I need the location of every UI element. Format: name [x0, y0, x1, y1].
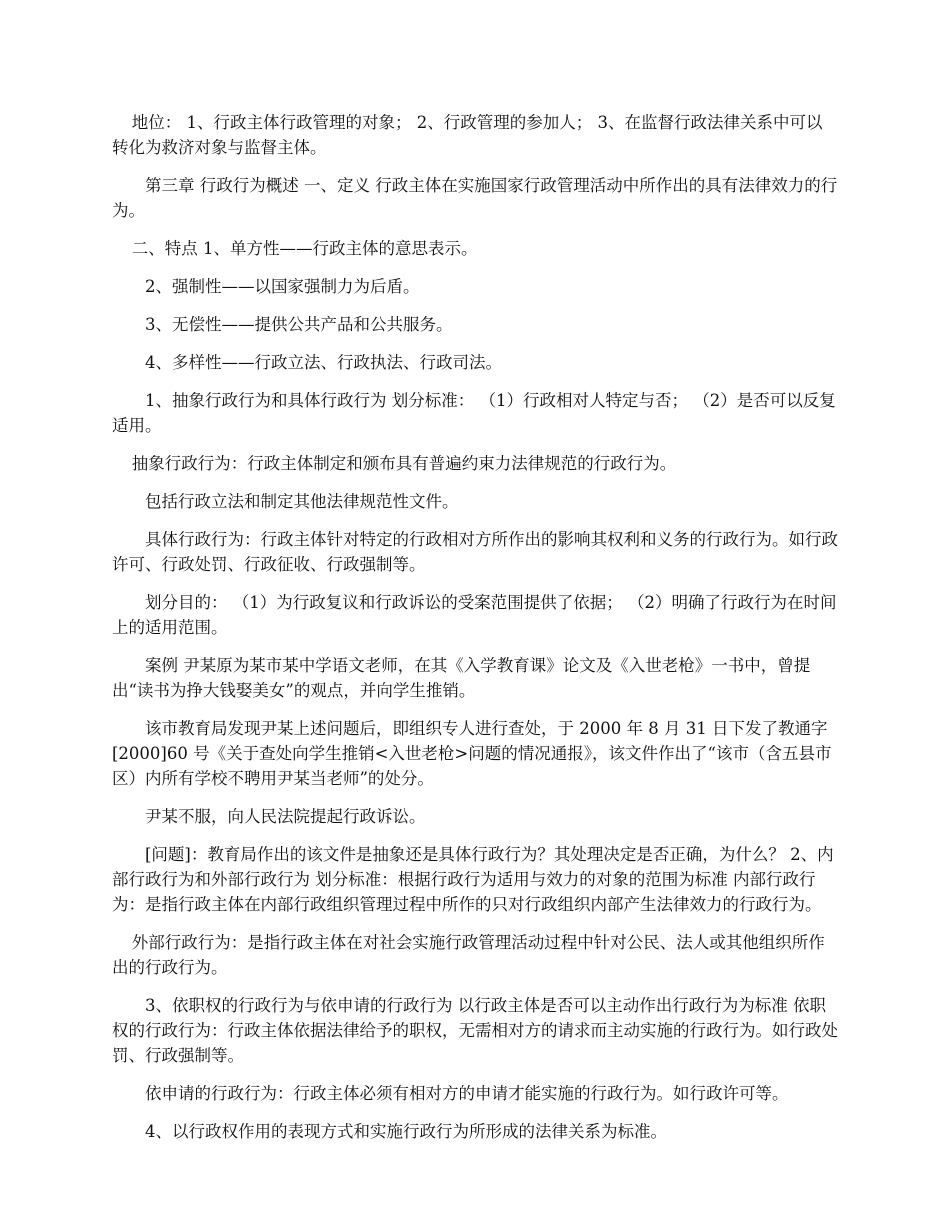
paragraph-characteristics-unilateral: 二、特点 1、单方性——行政主体的意思表示。 — [131, 239, 478, 258]
paragraph-gratuitous: 3、无偿性——提供公共产品和公共服务。 — [145, 315, 453, 334]
paragraph-ex-officio: 3、依职权的行政行为与依申请的行政行为 以行政主体是否可以主动作出行政行为为标准 依职权的行政行为：行政主体依据法律给予的职权，无需相对方的请求而主动实施的行政行为。如行政处罚、行政强制等。 — [112, 996, 838, 1065]
paragraph-case-intro: 案例 尹某原为某市某中学语文老师，在其《入学教育课》论文及《入世老枪》一书中，曾提出“读书为挣大钱娶美女”的观点，并向学生推销。 — [112, 656, 811, 700]
paragraph-abstract-act: 抽象行政行为：行政主体制定和颁布具有普遍约束力法律规范的行政行为。 — [131, 454, 677, 473]
paragraph-diversity: 4、多样性——行政立法、行政执法、行政司法。 — [145, 353, 502, 372]
paragraph-abstract-includes: 包括行政立法和制定其他法律规范性文件。 — [145, 492, 459, 511]
paragraph-case-lawsuit: 尹某不服，向人民法院提起行政诉讼。 — [145, 807, 426, 826]
paragraph-classification-purpose: 划分目的： （1）为行政复议和行政诉讼的受案范围提供了依据； （2）明确了行政行为在时间上的适用范围。 — [112, 593, 837, 637]
paragraph-external-act: 外部行政行为：是指行政主体在对社会实施行政管理活动过程中针对公民、法人或其他组织所作出的行政行为。 — [112, 933, 825, 977]
paragraph-abstract-vs-specific: 1、抽象行政行为和具体行政行为 划分标准： （1）行政相对人特定与否； （2）是否可以反复适用。 — [112, 391, 836, 435]
paragraph-specific-act: 具体行政行为：行政主体针对特定的行政相对方所作出的影响其权利和义务的行政行为。如行政许可、行政处罚、行政征收、行政强制等。 — [112, 530, 838, 574]
paragraph-chapter-three-definition: 第三章 行政行为概述 一、定义 行政主体在实施国家行政管理活动中所作出的具有法律效力的行为。 — [112, 176, 838, 220]
paragraph-question-internal: [问题]：教育局作出的该文件是抽象还是具体行政行为？其处理决定是否正确，为什么？ 2、内部行政行为和外部行政行为 划分标准：根据行政行为适用与效力的对象的范围为标准 内部行政行为：是指行政主体在内部行政组织管理过程中所作的只对行政组织内部产生法律效力的行政行为。 — [112, 845, 834, 914]
paragraph-case-bureau: 该市教育局发现尹某上述问题后，即组织专人进行查处，于 2000 年 8 月 31 日下发了教通字[2000]60 号《关于查处向学生推销<入世老枪>问题的情况通报》，该文件作出了“该市（含五县市区）内所有学校不聘用尹某当老师”的处分。 — [112, 719, 832, 788]
paragraph-fourth-standard: 4、以行政权作用的表现方式和实施行政行为所形成的法律关系为标准。 — [145, 1122, 667, 1141]
paragraph-upon-application: 依申请的行政行为：行政主体必须有相对方的申请才能实施的行政行为。如行政许可等。 — [145, 1084, 789, 1103]
paragraph-mandatory: 2、强制性——以国家强制力为后盾。 — [145, 277, 420, 296]
paragraph-status: 地位： 1、行政主体行政管理的对象； 2、行政管理的参加人； 3、在监督行政法律关系中可以转化为救济对象与监督主体。 — [112, 113, 823, 157]
